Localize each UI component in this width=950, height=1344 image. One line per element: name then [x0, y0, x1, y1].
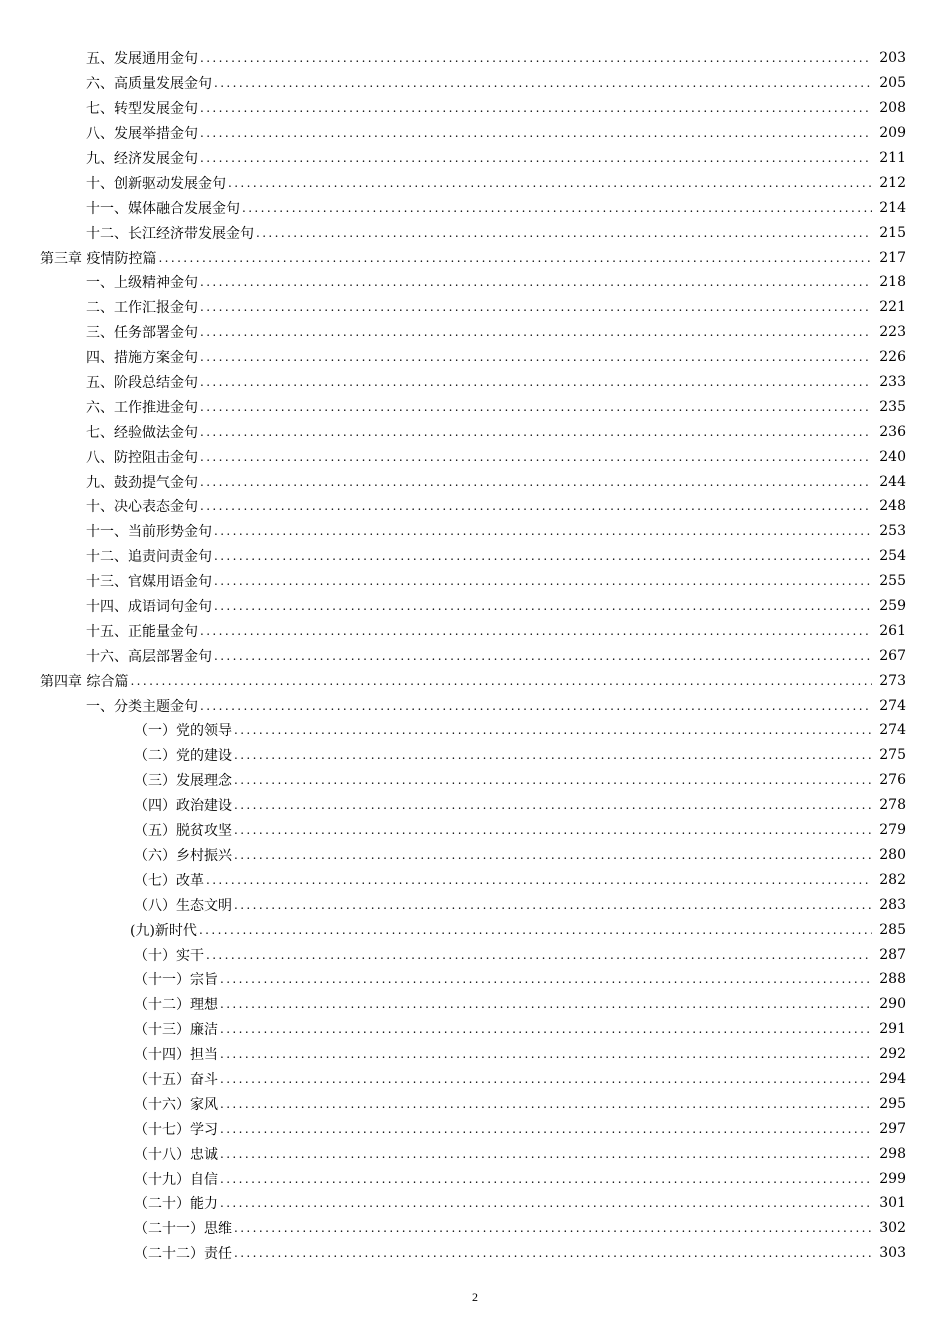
toc-entry-page: 217 — [879, 249, 906, 266]
toc-entry[interactable] — [0, 1067, 950, 1092]
toc-entry-title: （十三）廉洁 — [134, 1022, 218, 1039]
toc-entry-title: 七、转型发展金句 — [86, 101, 198, 118]
dot-leader — [200, 450, 872, 464]
toc-entry-page: 226 — [879, 349, 906, 366]
toc-entry-title: （一）党的领导 — [134, 723, 232, 740]
toc-entry-title: （十五）奋斗 — [134, 1071, 218, 1088]
dot-leader — [220, 1122, 872, 1136]
toc-entry[interactable] — [0, 1216, 950, 1241]
toc-entry-page: 303 — [879, 1245, 906, 1262]
toc-entry-page: 280 — [879, 846, 906, 863]
toc-entry-page: 273 — [879, 672, 906, 689]
toc-entry-title: 六、工作推进金句 — [86, 399, 198, 416]
toc-entry[interactable] — [0, 1191, 950, 1216]
toc-entry-page: 275 — [879, 747, 906, 764]
toc-entry[interactable] — [0, 992, 950, 1017]
toc-entry[interactable] — [0, 793, 950, 818]
toc-entry[interactable] — [0, 867, 950, 892]
toc-entry[interactable] — [0, 942, 950, 967]
dot-leader — [214, 649, 872, 663]
toc-entry[interactable] — [0, 345, 950, 370]
toc-entry-title: （十八）忠诚 — [134, 1146, 218, 1163]
dot-leader — [234, 1246, 872, 1260]
dot-leader — [234, 848, 872, 862]
toc-entry-page: 294 — [879, 1070, 906, 1087]
toc-entry-title: 第三章 疫情防控篇 — [40, 250, 157, 267]
dot-leader — [200, 499, 872, 513]
toc-entry-page: 208 — [879, 100, 906, 117]
dot-leader — [200, 275, 872, 289]
toc-entry-title: 十二、追责问责金句 — [86, 549, 212, 566]
toc-entry-title: 八、防控阻击金句 — [86, 449, 198, 466]
dot-leader — [206, 873, 872, 887]
toc-entry[interactable] — [0, 394, 950, 419]
toc-entry[interactable] — [0, 469, 950, 494]
toc-entry[interactable] — [0, 967, 950, 992]
toc-entry-title: 十一、媒体融合发展金句 — [86, 200, 240, 217]
toc-entry-title: 一、上级精神金句 — [86, 275, 198, 292]
dot-leader — [158, 251, 872, 265]
toc-entry-page: 255 — [879, 573, 906, 590]
toc-entry[interactable] — [0, 818, 950, 843]
toc-entry[interactable] — [0, 643, 950, 668]
toc-entry-page: 211 — [879, 150, 906, 166]
toc-entry-page: 279 — [879, 822, 906, 839]
toc-entry-page: 240 — [879, 448, 906, 465]
toc-entry-page: 259 — [879, 598, 906, 615]
dot-leader — [234, 773, 872, 787]
toc-entry-page: 223 — [879, 324, 906, 341]
dot-leader — [200, 126, 872, 140]
toc-entry[interactable] — [0, 693, 950, 718]
toc-entry-title: 十五、正能量金句 — [86, 623, 198, 640]
toc-entry-page: 299 — [879, 1170, 906, 1187]
toc-entry[interactable] — [0, 1241, 950, 1266]
toc-entry-page: 282 — [879, 871, 906, 888]
dot-leader — [214, 549, 872, 563]
dot-leader — [220, 1097, 872, 1111]
toc-entry[interactable] — [0, 1091, 950, 1116]
toc-entry-page: 253 — [879, 523, 906, 540]
toc-entry-title: 五、阶段总结金句 — [86, 375, 198, 392]
toc-entry-page: 209 — [879, 125, 906, 142]
toc-entry[interactable] — [0, 96, 950, 121]
dot-leader — [130, 674, 872, 688]
dot-leader — [200, 51, 872, 65]
dot-leader — [220, 1172, 872, 1186]
toc-entry-title: （十六）家风 — [134, 1096, 218, 1113]
toc-entry-title: 十、创新驱动发展金句 — [86, 175, 226, 192]
toc-entry[interactable] — [0, 618, 950, 643]
toc-entry-page: 287 — [879, 946, 906, 963]
toc-entry-page: 205 — [879, 75, 906, 92]
toc-entry-page: 291 — [879, 1021, 906, 1038]
toc-entry[interactable] — [0, 743, 950, 768]
toc-entry-page: 261 — [879, 622, 906, 639]
toc-entry-page: 221 — [879, 299, 906, 316]
toc-entry-page: 274 — [879, 722, 906, 739]
dot-leader — [256, 226, 872, 240]
dot-leader — [214, 524, 872, 538]
toc-entry-title: 一、分类主题金句 — [86, 698, 198, 715]
dot-leader — [200, 300, 872, 314]
toc-entry-title: （十）实干 — [134, 947, 204, 964]
toc-entry-title: （二）党的建设 — [134, 748, 232, 765]
toc-entry-page: 215 — [879, 224, 906, 241]
toc-entry[interactable] — [0, 220, 950, 245]
toc-entry[interactable] — [0, 569, 950, 594]
toc-entry-title: （八）生态文明 — [134, 897, 232, 914]
toc-entry-page: 203 — [879, 50, 906, 67]
dot-leader — [214, 76, 872, 90]
dot-leader — [234, 798, 872, 812]
toc-entry[interactable] — [0, 519, 950, 544]
toc-entry[interactable] — [0, 46, 950, 71]
dot-leader — [220, 1047, 872, 1061]
toc-entry-title: （二十二）责任 — [134, 1246, 232, 1263]
dot-leader — [220, 1072, 872, 1086]
toc-entry-page: 235 — [879, 398, 906, 415]
toc-entry[interactable] — [0, 718, 950, 743]
dot-leader — [200, 400, 872, 414]
dot-leader — [234, 898, 872, 912]
toc-entry-page: 212 — [879, 174, 906, 191]
dot-leader — [200, 624, 872, 638]
dot-leader — [220, 1147, 872, 1161]
toc-entry[interactable] — [0, 170, 950, 195]
toc-entry[interactable] — [0, 71, 950, 96]
dot-leader — [242, 201, 872, 215]
toc-entry-page: 233 — [879, 374, 906, 391]
toc-entry-page: 218 — [879, 274, 906, 291]
toc-entry-title: （六）乡村振兴 — [134, 847, 232, 864]
toc-entry-page: 254 — [879, 548, 906, 565]
dot-leader — [234, 823, 872, 837]
dot-leader — [228, 176, 872, 190]
dot-leader — [214, 574, 872, 588]
toc-entry[interactable] — [0, 270, 950, 295]
dot-leader — [200, 350, 872, 364]
toc-entry-page: 288 — [879, 971, 906, 988]
toc-entry[interactable] — [0, 494, 950, 519]
toc-entry[interactable] — [0, 668, 950, 693]
toc-entry[interactable] — [0, 1116, 950, 1141]
dot-leader — [220, 1196, 872, 1210]
toc-entry[interactable] — [0, 1017, 950, 1042]
toc-entry-title: （十九）自信 — [134, 1171, 218, 1188]
toc-entry-title: （二十一）思维 — [134, 1221, 232, 1238]
toc-entry-page: 278 — [879, 797, 906, 814]
toc-entry-title: 十六、高层部署金句 — [86, 648, 212, 665]
toc-entry-title: 二、工作汇报金句 — [86, 300, 198, 317]
toc-entry-title: （十二）理想 — [134, 997, 218, 1014]
toc-entry[interactable] — [0, 917, 950, 942]
toc-entry[interactable] — [0, 444, 950, 469]
toc-entry-page: 301 — [879, 1195, 906, 1212]
toc-entry[interactable] — [0, 195, 950, 220]
toc-entry-title: （十四）担当 — [134, 1047, 218, 1064]
toc-entry[interactable] — [0, 544, 950, 569]
dot-leader — [234, 723, 872, 737]
toc-entry-title: （十七）学习 — [134, 1121, 218, 1138]
toc-entry[interactable] — [0, 245, 950, 270]
dot-leader — [206, 948, 872, 962]
toc-entry[interactable] — [0, 768, 950, 793]
toc-entry[interactable] — [0, 146, 950, 171]
dot-leader — [200, 699, 872, 713]
table-of-contents — [0, 46, 950, 1266]
toc-entry[interactable] — [0, 892, 950, 917]
toc-entry-page: 290 — [879, 996, 906, 1013]
toc-entry-page: 292 — [879, 1046, 906, 1063]
toc-entry[interactable] — [0, 419, 950, 444]
toc-entry-title: （二十）能力 — [134, 1196, 218, 1213]
toc-entry-page: 236 — [879, 423, 906, 440]
toc-entry-title: 八、发展举措金句 — [86, 126, 198, 143]
toc-entry-page: 298 — [879, 1145, 906, 1162]
toc-entry[interactable] — [0, 295, 950, 320]
toc-entry[interactable] — [0, 121, 950, 146]
dot-leader — [200, 151, 872, 165]
page-number: 2 — [472, 1290, 478, 1304]
dot-leader — [234, 1221, 872, 1235]
toc-entry-title: (九)新时代 — [130, 922, 197, 939]
toc-entry-title: 十一、当前形势金句 — [86, 524, 212, 541]
toc-entry-title: 七、经验做法金句 — [86, 424, 198, 441]
toc-entry-page: 283 — [879, 896, 906, 913]
toc-entry-title: （五）脱贫攻坚 — [134, 823, 232, 840]
dot-leader — [200, 475, 872, 489]
dot-leader — [200, 375, 872, 389]
toc-entry-page: 285 — [879, 921, 906, 938]
toc-entry-page: 244 — [879, 473, 906, 490]
toc-entry-title: （四）政治建设 — [134, 798, 232, 815]
toc-entry[interactable] — [0, 1141, 950, 1166]
toc-entry-title: （十一）宗旨 — [134, 972, 218, 989]
toc-entry-page: 274 — [879, 697, 906, 714]
dot-leader — [200, 101, 872, 115]
toc-entry-title: 六、高质量发展金句 — [86, 76, 212, 93]
toc-entry-page: 214 — [879, 199, 906, 216]
toc-entry-title: 十二、长江经济带发展金句 — [86, 225, 254, 242]
toc-entry[interactable] — [0, 1042, 950, 1067]
dot-leader — [200, 325, 872, 339]
toc-entry-page: 297 — [879, 1120, 906, 1137]
dot-leader — [220, 972, 872, 986]
toc-entry-title: 九、经济发展金句 — [86, 151, 198, 167]
toc-entry-title: 第四章 综合篇 — [40, 673, 129, 690]
toc-entry[interactable] — [0, 1166, 950, 1191]
toc-entry-title: 十四、成语词句金句 — [86, 599, 212, 616]
toc-entry-page: 302 — [879, 1220, 906, 1237]
dot-leader — [199, 923, 872, 937]
dot-leader — [234, 748, 872, 762]
toc-entry-title: 四、措施方案金句 — [86, 350, 198, 367]
toc-entry-title: （三）发展理念 — [134, 773, 232, 790]
dot-leader — [214, 599, 872, 613]
toc-entry-title: 十三、官媒用语金句 — [86, 574, 212, 591]
toc-entry-title: 十、决心表态金句 — [86, 499, 198, 516]
toc-entry-page: 276 — [879, 772, 906, 789]
dot-leader — [200, 425, 872, 439]
dot-leader — [220, 997, 872, 1011]
toc-entry[interactable] — [0, 594, 950, 619]
toc-entry-page: 248 — [879, 498, 906, 515]
toc-entry-title: （七）改革 — [134, 872, 204, 889]
toc-entry-page: 267 — [879, 647, 906, 664]
toc-entry[interactable] — [0, 320, 950, 345]
toc-entry-title: 三、任务部署金句 — [86, 325, 198, 342]
dot-leader — [220, 1022, 872, 1036]
toc-entry-title: 五、发展通用金句 — [86, 51, 198, 68]
toc-entry[interactable] — [0, 370, 950, 395]
toc-entry-title: 九、鼓劲提气金句 — [86, 474, 198, 491]
toc-entry[interactable] — [0, 843, 950, 868]
toc-entry-page: 295 — [879, 1095, 906, 1112]
